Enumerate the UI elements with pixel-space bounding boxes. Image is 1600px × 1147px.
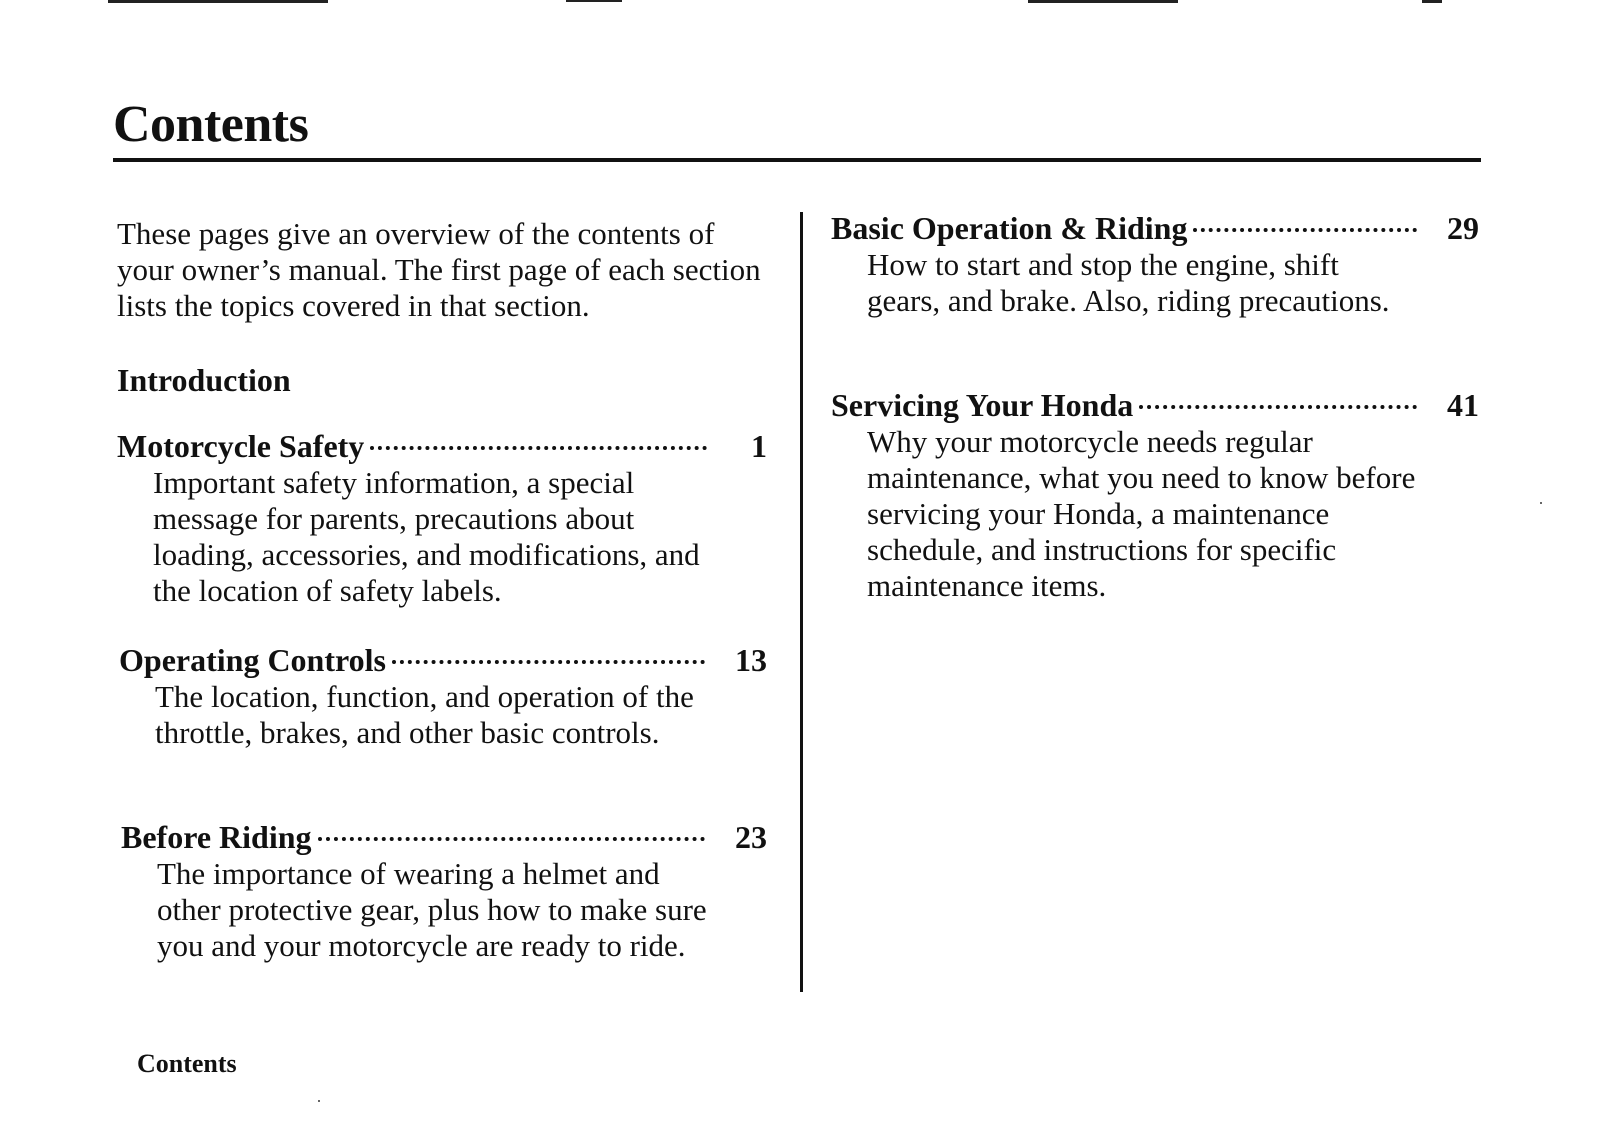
dot-leader [392, 660, 705, 664]
dot-leader [370, 446, 707, 450]
dot-leader [1139, 405, 1417, 409]
dot-leader [1193, 228, 1417, 232]
footer-section-label: Contents [137, 1049, 237, 1078]
toc-page-number[interactable]: 29 [1447, 210, 1479, 246]
scan-mark [108, 0, 328, 3]
toc-entry-description: Why your motorcycle needs regular maintenance, what you need to know before servicing your Honda, a maintenance schedule, and instructions for specific maintenance items. [867, 424, 1416, 603]
toc-entry-title[interactable]: Servicing Your Honda [831, 387, 1134, 423]
scan-speck [318, 1100, 320, 1102]
toc-entry-operating-controls[interactable] [119, 641, 767, 751]
scan-mark [566, 0, 622, 2]
toc-entry-description: How to start and stop the engine, shift gears, and brake. Also, riding precautions. [867, 247, 1390, 318]
intro-paragraph: These pages give an overview of the contents of your owner’s manual. The first page of each section lists the topics covered in that section. [117, 216, 761, 323]
toc-entry-description: The importance of wearing a helmet and other protective gear, plus how to make sure you and your motorcycle are ready to ride. [157, 856, 707, 963]
toc-entry-servicing-your-honda[interactable] [831, 386, 1479, 604]
toc-page-number[interactable]: 13 [735, 642, 767, 678]
scan-mark [1422, 0, 1442, 3]
scan-mark [1028, 0, 1178, 3]
toc-entry-before-riding[interactable] [121, 818, 767, 964]
toc-entry-title[interactable]: Basic Operation & Riding [831, 210, 1188, 246]
introduction-heading: Introduction [117, 362, 291, 398]
toc-entry-title[interactable]: Before Riding [121, 819, 312, 855]
toc-entry-basic-operation-riding[interactable] [831, 209, 1479, 319]
title-rule [113, 158, 1481, 162]
scan-speck [1540, 502, 1542, 504]
toc-entry-description: Important safety information, a special message for parents, precautions about loading, accessories, and modifications, and the location of safety labels. [153, 465, 700, 608]
toc-entry-title[interactable]: Operating Controls [119, 642, 386, 678]
toc-page-number[interactable]: 41 [1447, 387, 1479, 423]
toc-entry-title[interactable]: Motorcycle Safety [117, 428, 365, 464]
page-title: Contents [113, 96, 309, 153]
toc-page-number[interactable]: 23 [735, 819, 767, 855]
toc-entry-description: The location, function, and operation of the throttle, brakes, and other basic controls. [155, 679, 694, 750]
dot-leader [318, 837, 705, 841]
toc-page-number[interactable]: 1 [751, 428, 767, 464]
column-divider [800, 212, 803, 992]
toc-entry-motorcycle-safety[interactable] [117, 427, 767, 609]
